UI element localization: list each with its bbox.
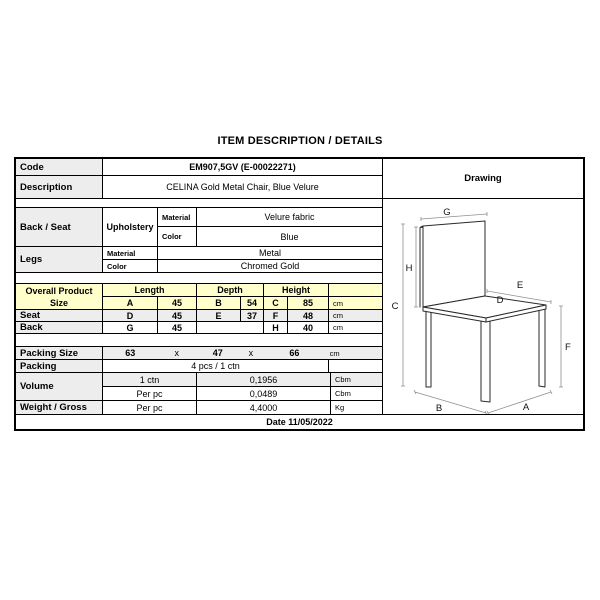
dim-label-g: G (443, 207, 451, 218)
size-group-label (16, 284, 103, 310)
back-unit: cm (329, 322, 382, 334)
separator-row (16, 199, 382, 208)
size-overall-letter-b: B (197, 297, 241, 310)
packing-size-x2: x (248, 348, 254, 358)
volume-ctn-value: 0,1956 (197, 373, 331, 387)
drawing-header: Drawing (383, 159, 583, 199)
volume-ctn-per: 1 ctn (103, 373, 197, 387)
back-seat-material-label: Material (158, 208, 197, 227)
dim-label-c: C (391, 301, 399, 312)
dim-label-f: F (565, 342, 571, 353)
weight-label: Weight / Gross (16, 401, 103, 415)
legs-label: Legs (16, 247, 103, 273)
volume-pc-value: 0,0489 (197, 387, 331, 401)
code-value: EM907,5GV (E-00022271) (103, 159, 382, 176)
legs-material-label: Material (103, 247, 158, 260)
weight-value: 4,4000 (197, 401, 331, 415)
weight-per: Per pc (103, 401, 197, 415)
packing-label: Packing (16, 360, 103, 373)
size-header-length: Length (103, 284, 197, 297)
seat-letter-e: E (197, 310, 241, 322)
seat-letter-f: F (264, 310, 288, 322)
size-header-unit-spacer (329, 284, 382, 297)
table-left-section (16, 159, 383, 415)
size-overall-letter-c: C (264, 297, 288, 310)
size-header-depth: Depth (197, 284, 264, 297)
back-height: 40 (288, 322, 329, 334)
seat-length: 45 (158, 310, 197, 322)
size-overall-letter-a: A (103, 297, 158, 310)
volume-pc-per: Per pc (103, 387, 197, 401)
back-letter-g: G (103, 322, 158, 334)
description-label: Description (16, 176, 103, 199)
dim-label-a: A (522, 402, 530, 413)
dim-label-b: B (435, 403, 443, 414)
back-seat-group (16, 208, 382, 247)
size-group-label-line2: Size (49, 297, 68, 308)
size-overall-length: 45 (158, 297, 197, 310)
volume-group (16, 373, 382, 401)
size-header-group (16, 284, 382, 310)
seat-letter-d: D (103, 310, 158, 322)
description-row (16, 176, 382, 199)
separator-row (16, 334, 382, 347)
size-overall-height: 85 (288, 297, 329, 310)
packing-value: 4 pcs / 1 ctn (103, 360, 329, 373)
description-value: CELINA Gold Metal Chair, Blue Velure (103, 176, 382, 199)
dim-label-h: H (405, 263, 413, 274)
spec-table (14, 157, 585, 431)
back-letter-h: H (264, 322, 288, 334)
back-length: 45 (158, 322, 197, 334)
legs-group (16, 247, 382, 273)
packing-size-x1: x (174, 348, 179, 358)
back-label: Back (16, 322, 103, 334)
size-group-label-line1: Overall Product (25, 285, 93, 296)
size-header-height: Height (264, 284, 329, 297)
packing-unit-spacer (329, 360, 382, 373)
code-label: Code (16, 159, 103, 176)
packing-size-values (103, 347, 382, 360)
page-title: ITEM DESCRIPTION / DETAILS (217, 135, 383, 147)
code-row (16, 159, 382, 176)
packing-row (16, 360, 382, 373)
legs-material-value: Metal (158, 247, 382, 260)
volume-label: Volume (16, 373, 103, 401)
upholstery-label: Upholstery (103, 208, 158, 247)
back-size-row (16, 322, 382, 334)
chair-shape (420, 221, 546, 402)
legs-color-label: Color (103, 260, 158, 273)
packing-size-v3: 66 (289, 348, 300, 358)
separator-row (16, 273, 382, 284)
size-overall-depth: 54 (241, 297, 264, 310)
dim-label-d: D (496, 295, 504, 306)
seat-depth: 37 (241, 310, 264, 322)
seat-unit: cm (329, 310, 382, 322)
packing-size-label: Packing Size (16, 347, 103, 360)
back-seat-material-value: Velure fabric (197, 208, 382, 227)
packing-size-unit: cm (329, 348, 340, 358)
seat-size-row (16, 310, 382, 322)
legs-color-value: Chromed Gold (158, 260, 382, 273)
volume-pc-unit: Cbm (331, 387, 382, 401)
seat-label: Seat (16, 310, 103, 322)
table-top-section (16, 159, 583, 415)
packing-size-row (16, 347, 382, 360)
dim-label-e: E (516, 280, 524, 291)
back-depth-empty (197, 322, 264, 334)
back-seat-color-label: Color (158, 227, 197, 247)
packing-size-v1: 63 (125, 348, 136, 358)
back-seat-color-value: Blue (197, 227, 382, 247)
chair-drawing (383, 199, 583, 415)
back-seat-label: Back / Seat (16, 208, 103, 247)
date-row: Date 11/05/2022 (266, 417, 333, 427)
size-overall-unit: cm (329, 297, 382, 310)
weight-row (16, 401, 382, 415)
drawing-column (383, 159, 583, 415)
weight-unit: Kg (331, 401, 382, 415)
volume-ctn-unit: Cbm (331, 373, 382, 387)
chair-line-drawing (383, 199, 583, 414)
seat-height: 48 (288, 310, 329, 322)
packing-size-v2: 47 (212, 348, 223, 358)
